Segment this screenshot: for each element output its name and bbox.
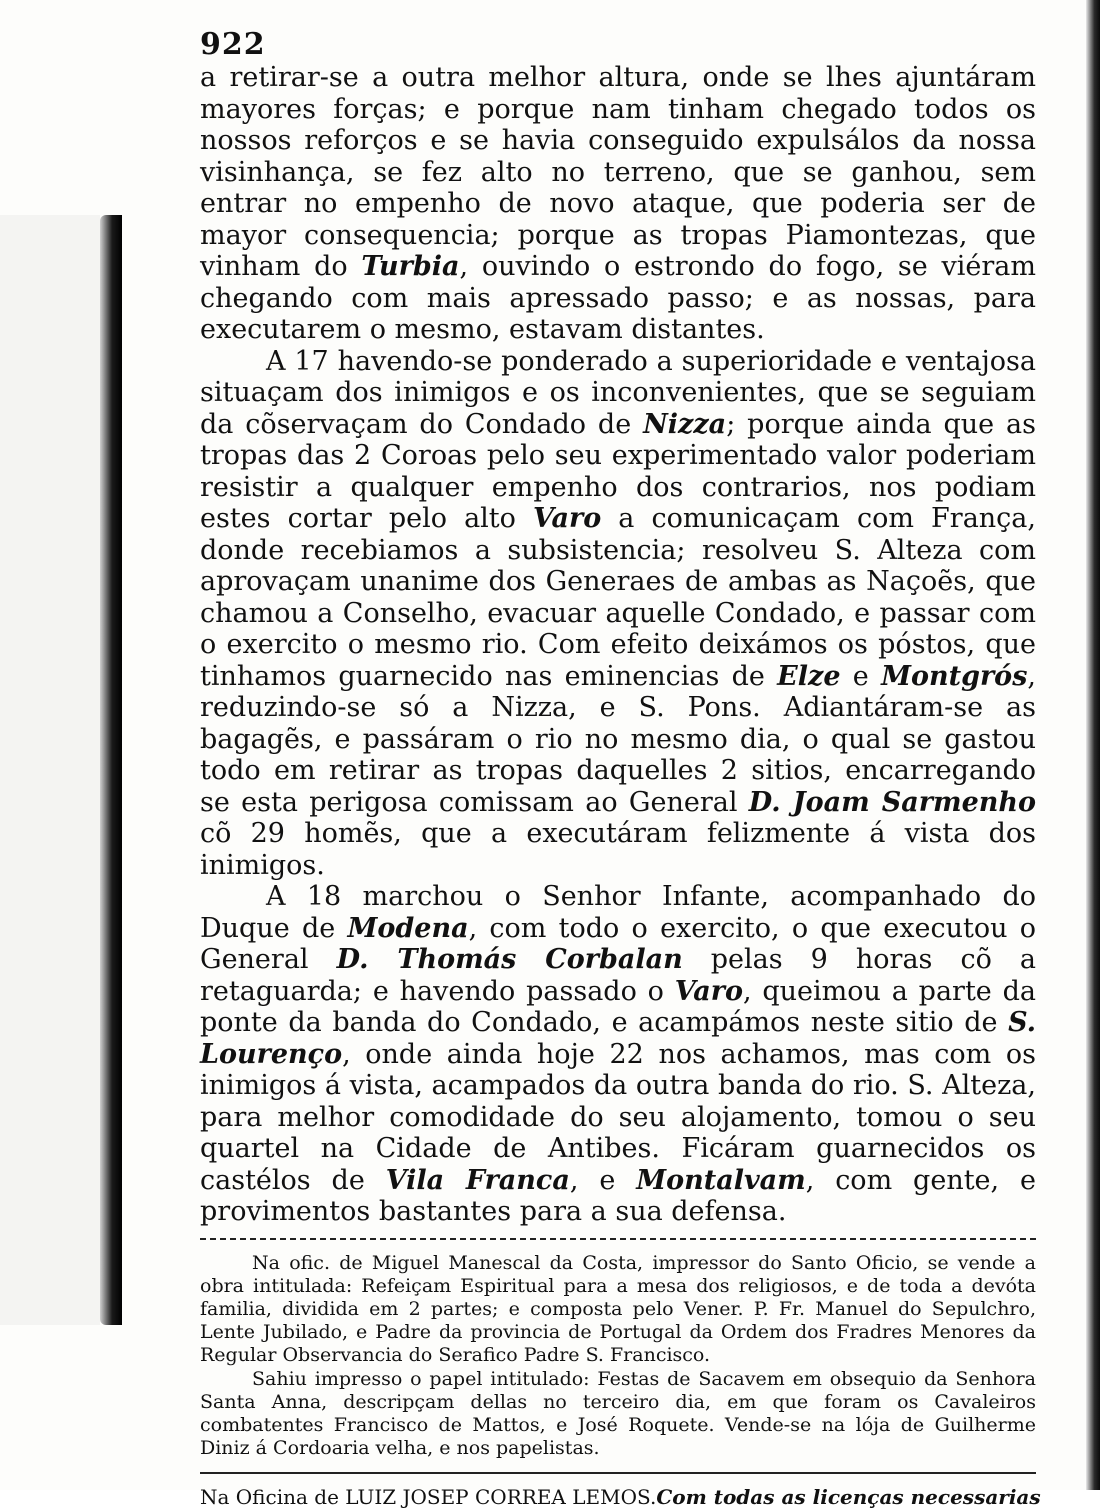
italic-name: Nizza — [643, 408, 727, 440]
text-run: a retirar-se a outra melhor altura, onde se lhes ajuntáram mayores forças; e porque nam tinham chegado todos os nossos reforços e se havia conseguido expulsálos da nossa visinhança, se fez alto no terreno, que se ganhou, sem entrar no empenho de novo ataque, que poderia ser de mayor consequencia; porque as tropas Piamontezas, que vinham do — [200, 62, 1036, 282]
body-paragraph — [200, 881, 1036, 1228]
text-run: pelas 9 horas cõ a retaguarda; e havendo passado o — [200, 944, 1037, 1007]
italic-name: Montalvam — [636, 1164, 806, 1196]
italic-name: Vila Franca — [385, 1164, 570, 1196]
text-run: e — [840, 660, 882, 692]
text-run: , com gente, e provimentos bastantes para a sua defensa. — [200, 1164, 1036, 1227]
page-edge — [1086, 0, 1100, 1490]
notice-paragraph: Na ofic. de Miguel Manescal da Costa, impressor do Santo Oficio, se vende a obra intitulada: Refeiçam Espiritual para a mesa dos religiosos, e de toda a devóta familia, dividida em 2 partes; e composta pelo Vener. P. Fr. Manuel do Sepulchro, Lente Jubilado, e Padre da provincia de Portugal da Ordem dos Fradres Menores da Regular Observancia do Serafico Padre S. Francisco. — [200, 1251, 1036, 1367]
italic-name: Modena — [347, 912, 469, 944]
page-content — [200, 27, 1041, 1510]
text-run: ; porque ainda que as tropas das 2 Coroas pelo seu experimentado valor poderiam resistir a qualquer empenho dos contrarios, nos podiam estes cortar pelo alto — [200, 408, 1036, 534]
notice-paragraph: Sahiu impresso o papel intitulado: Festas de Sacavem em obsequio da Senhora Santa Anna, descripçam dellas no terceiro dia, em que foram os Cavaleiros combatentes Francisco de Mattos, e José Roquete. Vende-se na lója de Guilherme Diniz á Cordoaria velha, e nos papelistas. — [200, 1367, 1036, 1460]
italic-name: S. Lourenço — [200, 1007, 1036, 1070]
text-run: , queimou a parte da ponte da banda do Condado, e acampámos neste sitio de — [200, 975, 1037, 1038]
text-run: A 17 havendo-se ponderado a superioridade e ventajosa situaçam dos inimigos e os inconvenientes, que se seguiam da cõservaçam do Condado de — [200, 345, 1036, 440]
text-run: , com todo o exercito, o que executou o General — [200, 912, 1036, 975]
text-run: cõ 29 homẽs, que a executáram felizmente á vista dos inimigos. — [200, 818, 1036, 881]
imprint-line — [200, 1484, 1041, 1510]
italic-name: Montgrós — [881, 660, 1028, 692]
divider — [200, 1472, 1036, 1474]
italic-name: Varo — [674, 975, 743, 1007]
binding-edge — [100, 215, 122, 1325]
italic-name: D. Thomás Corbalan — [336, 944, 683, 975]
italic-name: Turbia — [361, 251, 460, 282]
text-run: , ouvindo o estrondo do fogo, se viéram chegando com mais apressado passo; e as nossas, para executarem o mesmo, estavam distantes. — [200, 251, 1036, 345]
printer-name: Na Oficina de LUIZ JOSEP CORREA LEMOS. — [200, 1485, 657, 1510]
divider — [200, 1238, 1036, 1240]
notices-section — [200, 1252, 1036, 1461]
scan-shadow — [0, 215, 100, 1325]
italic-name: Elze — [777, 660, 841, 692]
italic-name: D. Joam Sarmenho — [748, 786, 1037, 818]
text-run: , onde ainda hoje 22 nos achamos, mas com os inimigos á vista, acampados da outra banda do rio. S. Alteza, para melhor comodidade do seu alojamento, tomou o seu quartel na Cidade de Antibes. Ficáram guarnecidos os castélos de — [200, 1038, 1036, 1196]
text-run: , reduzindo-se só a Nizza, e S. Pons. Adiantáram-se as bagagẽs, e passáram o rio no mesmo dia, o qual se gastou todo em retirar as tropas daquelles 2 sitios, encarregando se esta perigosa comissam ao General — [200, 660, 1036, 818]
text-run: a comunicaçam com França, donde recebiamos a subsistencia; resolveu S. Alteza com aprovaçam unanime dos Generaes de ambas as Naçoẽs, que chamou a Conselho, evacuar aquelle Condado, e passar com o exercito o mesmo rio. Com efeito deixámos os póstos, que tinhamos guarnecido nas eminencias de — [200, 503, 1036, 692]
license-note: Com todas as licenças necessarias — [656, 1485, 1041, 1510]
italic-name: Varo — [533, 503, 602, 534]
page-number: 922 — [200, 27, 266, 62]
article-body — [200, 62, 1036, 1228]
body-paragraph — [200, 62, 1036, 346]
body-paragraph — [200, 346, 1036, 882]
text-run: , e — [569, 1164, 637, 1196]
text-run: A 18 marchou o Senhor Infante, acompanhado do Duque de — [200, 881, 1036, 944]
